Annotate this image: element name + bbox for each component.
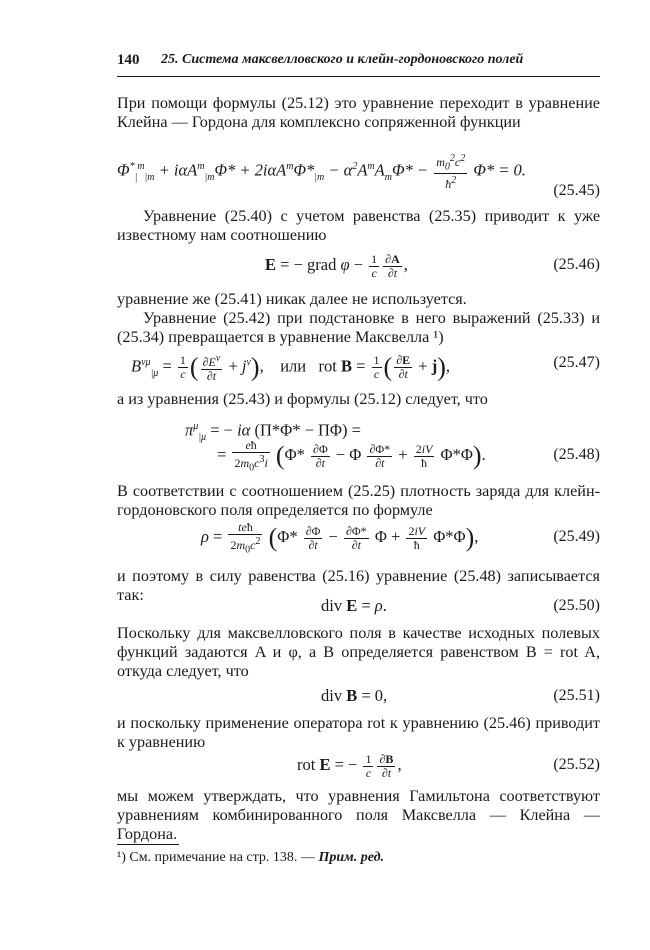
equation-25-49-body: ρ = $\frac{\text{teħ}}{2m_0c^2}$ (Φ* $\frac{\partial\Phi}{\partial t}$ − $\frac{\partial\Phi*}{\partial t}$ Φ + $\frac{2iV}{ħ}$ Φ*Φ), — [201, 519, 479, 555]
paragraph-4: Уравнение (25.42) при подстановке в него выражений (25.33) и (25.34) превращается в уравнение Максвелла ¹) — [117, 309, 600, 346]
footnote-rule — [117, 844, 179, 845]
equation-25-46 — [117, 248, 600, 282]
equation-25-47 — [117, 346, 600, 384]
paragraph-7: и поэтому в силу равенства (25.16) уравнение (25.48) записывается так: — [117, 567, 600, 604]
paragraph-2: Уравнение (25.40) с учетом равенства (25.35) приводит к уже известному нам соотношению — [117, 207, 600, 244]
equation-number-25-50: (25.50) — [553, 597, 600, 614]
equation-25-48-body-2: = $\frac{eħ}{2m_0c^3i}$ (Φ* $\frac{\partial\Phi}{\partial t}$ − Φ $\frac{\partial\Phi*}{\partial t}$ + $\frac{2iV}{ħ}$ Φ*Φ). — [217, 437, 486, 473]
equation-25-48-line-2 — [117, 438, 600, 472]
equation-25-51-body: div B = 0, — [321, 686, 388, 705]
equation-25-48-body-1: $\pi^\mu_{|\mu}$ = − iα (Π*Φ* − ΠΦ) = — [185, 420, 361, 443]
equation-25-51 — [117, 679, 600, 713]
equation-25-46-body: E = − grad φ − $\frac{1}{c}$ $\frac{\partial A}{\partial t}$ , — [265, 251, 408, 280]
footnote-text: См. примечание на стр. 138. — — [129, 850, 315, 865]
footnote — [117, 850, 384, 866]
footnote-marker: ¹) — [117, 850, 126, 865]
equation-25-49 — [117, 520, 600, 554]
running-header — [117, 50, 600, 76]
equation-25-45-number-line — [117, 174, 600, 208]
header-rule — [117, 76, 600, 77]
equation-25-52-body: rot E = − $\frac{1}{c}$ $\frac{\partial B}{\partial t}$ , — [297, 751, 402, 780]
equation-number-25-49: (25.49) — [553, 528, 600, 545]
paragraph-1: При помощи формулы (25.12) это уравнение переходит в уравнение Клейна — Гордона для комплексно сопряженной функции — [117, 94, 600, 131]
equation-25-50 — [117, 589, 600, 623]
equation-number-25-51: (25.51) — [553, 687, 600, 704]
equation-number-25-47: (25.47) — [553, 354, 600, 371]
footnote-editor-note: Прим. ред. — [318, 850, 385, 865]
equation-number-25-45: (25.45) — [553, 182, 600, 199]
or-word: или — [280, 356, 307, 376]
paragraph-9: и поскольку применение оператора rot к уравнению (25.46) приводит к уравнению — [117, 714, 600, 751]
equation-25-45-body: $\Phi^*_|^m_{|m} + i\alpha A^m_{|m}\Phi* + 2i\alpha A^m\Phi*_{|m} - \alpha^2A^mA_m\Phi*$ − $\frac{m_0^2c^2}{ħ^2}$ Φ* = 0. — [117, 153, 526, 192]
equation-25-47-body: $B^{\nu\mu}_{|\mu}$ = $\frac{1}{c}$ ( $\frac{\partial E^\nu}{\partial t}$ + $j^\nu$), или rot B = $\frac{1}{c}$ ( $\frac{\partial E}{\partial t}$ + j), — [131, 352, 451, 384]
equation-number-25-48: (25.48) — [553, 446, 600, 463]
paragraph-10: мы можем утверждать, что уравнения Гамильтона соответствуют уравнениям комбинированного поля Максвелла — Клейна — Гордона. — [117, 787, 600, 843]
equation-number-25-46: (25.46) — [553, 256, 600, 273]
paragraph-3: уравнение же (25.41) никак далее не используется. — [117, 290, 467, 308]
page-number: 140 — [117, 52, 140, 68]
paragraph-6: В соответствии с соотношением (25.25) плотность заряда для клейн-гордоновского поля определяется по формуле — [117, 482, 600, 519]
equation-25-52 — [117, 748, 600, 782]
paragraph-5: а из уравнения (25.43) и формулы (25.12) следует, что — [117, 390, 488, 408]
running-title: 25. Система максвелловского и клейн-гордоновского полей — [161, 52, 524, 67]
equation-number-25-52: (25.52) — [553, 756, 600, 773]
equation-25-50-body: div E = ρ. — [321, 596, 387, 615]
paragraph-8: Поскольку для максвелловского поля в качестве исходных полевых функций задаются A и φ, а B определяется равенством B = rot A, откуда следует, что — [117, 624, 600, 680]
